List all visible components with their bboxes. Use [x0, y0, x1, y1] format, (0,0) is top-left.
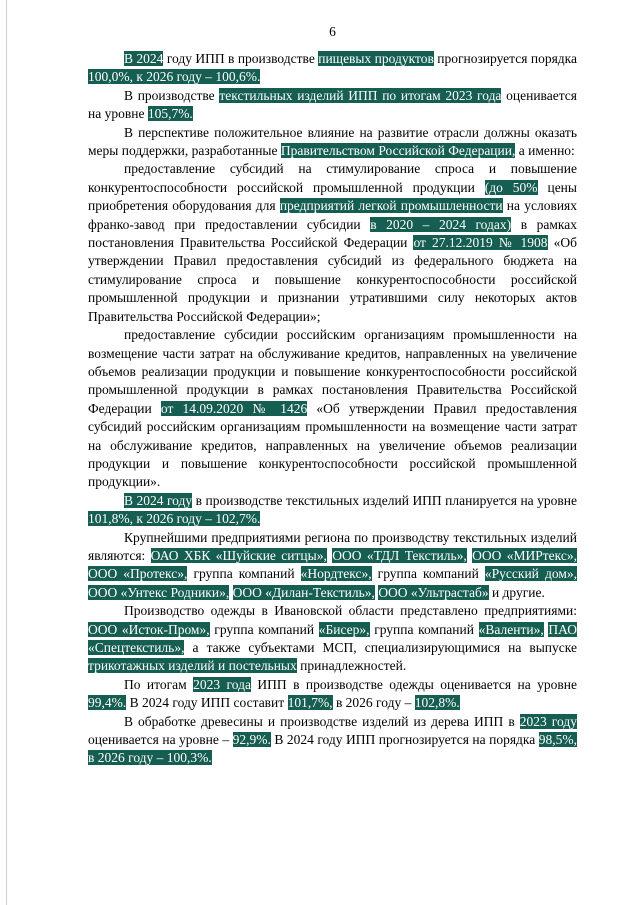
highlighted-text: ООО «Унтекс Родники», [88, 584, 230, 600]
text-run: «Об утверждении Правил предоставления субсидий из федерального бюджета на стимулирование спроса и повышение конкурентоспособности российской промышленной продукции и признании утратившими силу некоторых актов Правительства Российской Федерации»; [88, 235, 577, 324]
text-run: оценивается на уровне – [88, 732, 233, 748]
highlighted-text: «Бисер», [318, 621, 370, 637]
text-run: в 2026 году – [332, 695, 415, 711]
text-run: В 2024 году ИПП составит [126, 695, 288, 711]
paragraph [88, 326, 577, 492]
highlighted-text: ООО «ТДЛ Текстиль», [332, 547, 467, 563]
highlighted-text: ООО «Протекс», [88, 566, 188, 582]
highlighted-text: в 2020 – 2024 годах) [370, 216, 512, 232]
paragraph [88, 713, 577, 768]
document-content [88, 50, 577, 768]
paragraph [88, 602, 577, 676]
paragraph [88, 50, 577, 87]
highlighted-text: «Русский дом», [484, 566, 577, 582]
highlighted-text: Правительством Российской Федерации, [280, 143, 516, 159]
paragraph [88, 492, 577, 529]
highlighted-text: 98,5%, в 2026 году – 100,3%. [88, 732, 578, 766]
text-run: Крупнейшими предприятиями региона по производству текстильных изделий являются: [88, 529, 577, 563]
text-run: По итогам [124, 676, 194, 692]
text-run: «Об утверждении Правил предоставления субсидий российским организациям промышленности на возмещение части затрат на обслуживание кредитов, направленных на увеличение объемов реализации продукции и повышение конкурентоспособности российской промышленной продукции». [88, 400, 577, 490]
text-run: а также субъектами МСП, специализирующимися на выпуске [184, 640, 577, 655]
highlighted-text: от 27.12.2019 № 1908 [413, 235, 548, 251]
text-run: В перспективе положительное влияние на развитие отрасли должны оказать меры поддержки, разработанные [88, 124, 577, 159]
highlighted-text: ПАО «Спецтекстиль», [88, 621, 577, 655]
text-run: В производстве [124, 87, 220, 103]
highlighted-text: «Валенти», [478, 621, 544, 637]
paragraph [88, 87, 577, 124]
highlighted-text: 2023 года [193, 676, 251, 692]
highlighted-text: 105,7%. [147, 106, 193, 122]
text-run: группа компаний [371, 566, 485, 582]
text-run: В 2024 году ИПП прогнозируется на порядка [270, 732, 539, 748]
highlighted-text: ООО «Ультрастаб» [378, 584, 489, 600]
text-run: году ИПП в производстве [163, 51, 319, 66]
highlighted-text: предприятий легкой промышленности [279, 198, 503, 214]
highlighted-text: 99,4%. [88, 695, 127, 711]
paragraph [88, 676, 577, 713]
highlighted-text: 101,7%, [287, 695, 333, 711]
text-run: группа компаний [209, 621, 319, 637]
highlighted-text: ООО «Дилан-Текстиль», [232, 584, 375, 600]
highlighted-text: 92,9%. [232, 732, 271, 748]
text-run: принадлежностей. [296, 658, 407, 674]
highlighted-text: 2023 году [519, 713, 577, 729]
highlighted-text: 101,8%, к 2026 году – 102,7%. [88, 511, 261, 527]
text-run: предоставление субсидий на стимулирование спроса и повышение конкурентоспособности российской промышленной продукции [88, 161, 577, 195]
highlighted-text: ОАО ХБК «Шуйские ситцы», [150, 547, 327, 563]
text-run: В обработке древесины и производстве изделий из дерева ИПП в [124, 713, 520, 729]
highlighted-text: 102,8%. [414, 695, 460, 711]
page-edge-line [6, 0, 7, 905]
highlighted-text: (до 50% [484, 179, 538, 195]
text-run: предоставление субсидии российским организациям промышленности на возмещение части затрат на обслуживание кредитов, направленных на увеличение объемов реализации продукции и повышение конкурентоспособности российской промышленной продукции в рамках постановления Правительства Российской Федерации [88, 327, 577, 416]
paragraph [88, 529, 577, 603]
highlighted-text: текстильных изделий ИПП по итогам 2023 года [219, 87, 502, 103]
text-run: прогнозируется порядка [433, 51, 577, 66]
text-run: оценивается на уровне [88, 87, 577, 122]
text-run: цены приобретения оборудования для [88, 179, 577, 214]
highlighted-text: В 2024 году [124, 492, 193, 508]
highlighted-text: ООО «МИРтекс», [472, 547, 578, 563]
highlighted-text: ООО «Исток-Пром», [88, 621, 210, 637]
text-run: и другие. [488, 584, 545, 600]
paragraph [88, 160, 577, 326]
text-run: ИПП в производстве одежды оценивается на уровне [250, 676, 577, 692]
paragraph [88, 124, 577, 161]
highlighted-text: «Нордтекс», [300, 566, 372, 582]
highlighted-text: трикотажных изделий и постельных [88, 658, 297, 674]
text-run: группа компаний [369, 621, 479, 637]
text-run: группа компаний [187, 566, 301, 582]
highlighted-text: пищевых продуктов [318, 51, 434, 66]
highlighted-text: В 2024 [124, 51, 164, 66]
highlighted-text: 100,0%, к 2026 году – 100,6%. [88, 69, 261, 85]
text-run: Производство одежды в Ивановской области представлено предприятиями: [124, 603, 577, 619]
page-number: 6 [329, 24, 336, 39]
text-run: а именно: [515, 143, 575, 159]
text-run: в производстве текстильных изделий ИПП планируется на уровне [192, 492, 577, 508]
text-run: в рамках постановления Правительства Российской Федерации [88, 216, 577, 251]
highlighted-text: от 14.09.2020 № 1426 [160, 400, 308, 416]
text-run: на условиях франко-завод при предоставлении субсидии [88, 198, 578, 232]
